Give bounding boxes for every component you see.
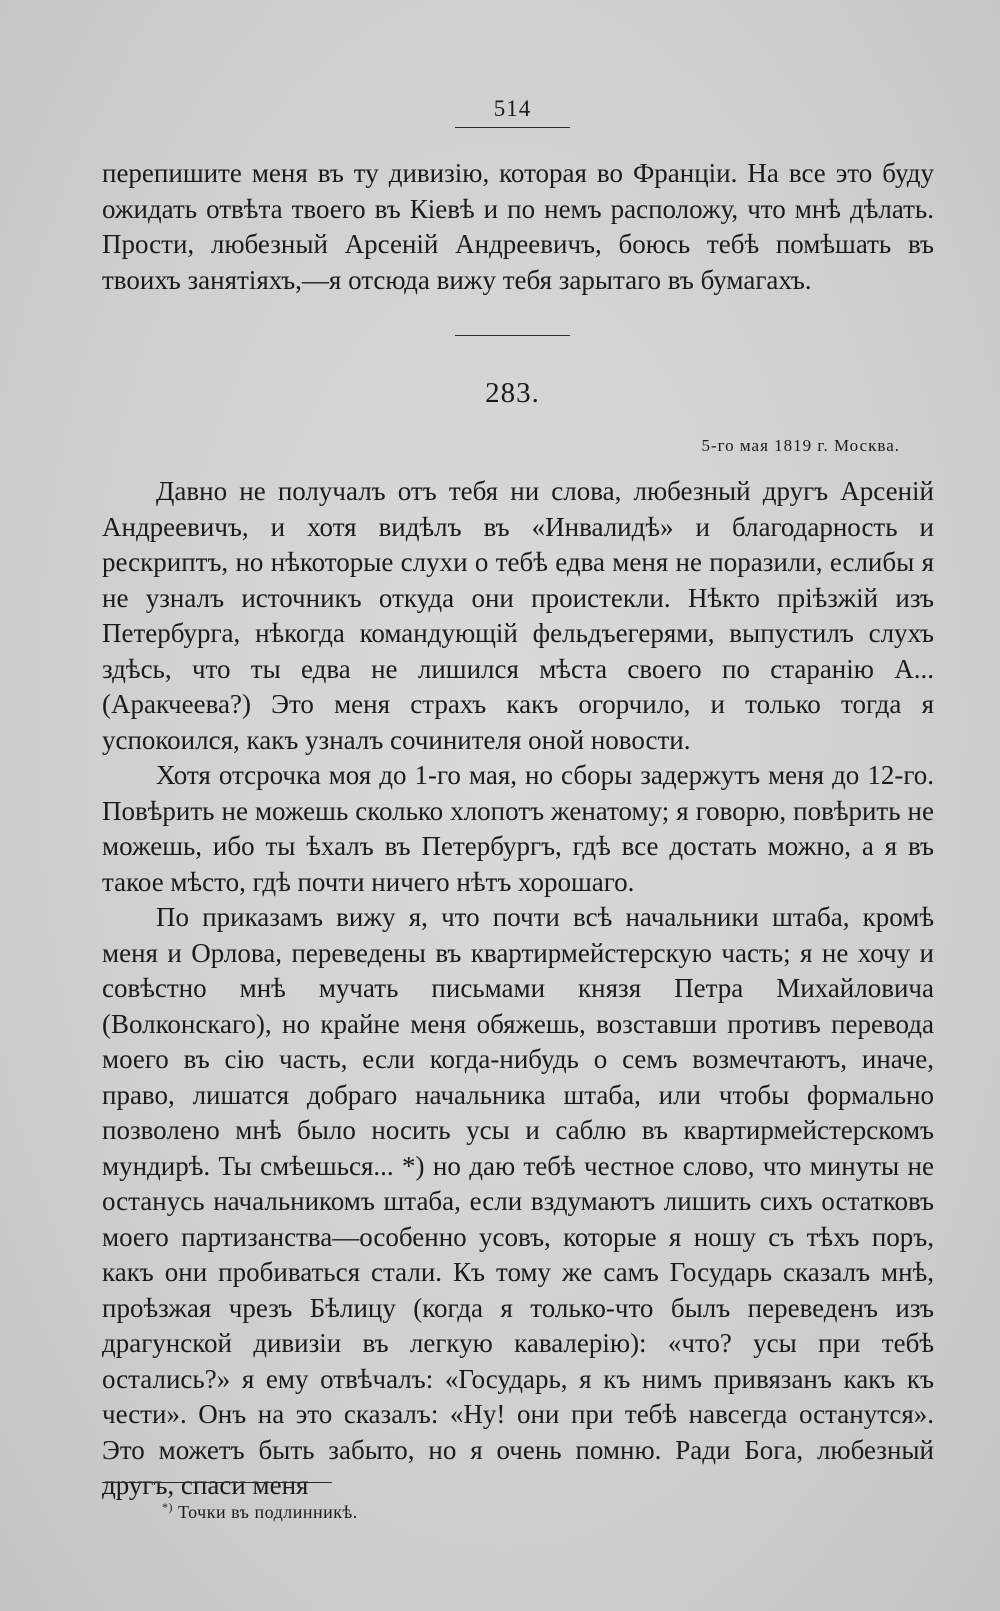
footnote-text: Точки въ подлинникѣ.	[178, 1502, 358, 1522]
section-divider	[455, 335, 570, 336]
continued-text	[102, 156, 934, 298]
letter-body	[102, 474, 934, 1504]
footnote-rule	[102, 1482, 332, 1483]
footnote-marker: *)	[162, 1500, 173, 1514]
letter-number: 283.	[485, 377, 540, 409]
letter-paragraph: По приказамъ вижу я, что почти всѣ начальники штаба, кромѣ меня и Орлова, переведены въ квартирмейстерскую часть; я не хочу и совѣстно мнѣ мучать письмами князя Петра Михайловича (Волконскаго), но крайне меня обяжешь, возставши противъ перевода моего въ сію часть, если когда-нибудь о семъ возмечтаютъ, иначе, право, лишатся добраго начальника штаба, или чтобы формально позволено мнѣ было носить усы и саблю въ квартирмейстерскомъ мундирѣ. Ты смѣешься... *) но даю тебѣ честное слово, что минуты не останусь начальникомъ штаба, если вздумаютъ лишить сихъ остатковъ моего партизанства—особенно усовъ, которые я ношу съ тѣхъ поръ, какъ они пробиваться стали. Къ тому же самъ Государь сказалъ мнѣ, проѣзжая чрезъ Бѣлицу (когда я только-что былъ переведенъ изъ драгунской дивизіи въ легкую кавалерію): «что? усы при тебѣ остались?» я ему отвѣчалъ: «Государь, я къ нимъ привязанъ какъ къ чести». Онъ на это сказалъ: «Ну! они при тебѣ навсегда останутся». Это можетъ быть забыто, но я очень помню. Ради Бога, любезный другъ, спаси меня	[102, 902, 934, 1500]
page-number: 514	[493, 96, 532, 121]
header-rule	[455, 127, 570, 128]
letter-paragraph: Давно не получалъ отъ тебя ни слова, любезный другъ Арсеній Андреевичъ, и хотя видѣлъ въ «Инвалидѣ» и благодарность и рескриптъ, но нѣкоторые слухи о тебѣ едва меня не поразили, еслибы я не узналъ источникъ откуда они проистекли. Нѣкто пріѣзжій изъ Петербурга, нѣкогда командующій фельдъегерями, выпустилъ слухъ здѣсь, что ты едва не лишился мѣста своего по старанію А... (Аракчеева?) Это меня страхъ какъ огорчило, и только тогда я успокоился, какъ узналъ сочинителя оной новости.	[102, 476, 934, 755]
intro-paragraph: перепишите меня въ ту дивизію, которая во Франціи. На все это буду ожидать отвѣта твоего въ Кіевѣ и по немъ расположу, что мнѣ дѣлать. Прости, любезный Арсеній Андреевичъ, боюсь тебѣ помѣшать въ твоихъ занятіяхъ,—я отсюда вижу тебя зарытаго въ бумагахъ.	[102, 158, 934, 295]
footnote	[162, 1500, 358, 1523]
letter-dateline: 5-го мая 1819 г. Москва.	[701, 436, 900, 455]
letter-paragraph: Хотя отсрочка моя до 1-го мая, но сборы задержутъ меня до 12-го. Повѣрить не можешь сколько хлопотъ женатому; я говорю, повѣрить не можешь, ибо ты ѣхалъ въ Петербургъ, гдѣ все достать можно, а я въ такое мѣсто, гдѣ почти ничего нѣтъ хорошаго.	[102, 760, 934, 897]
